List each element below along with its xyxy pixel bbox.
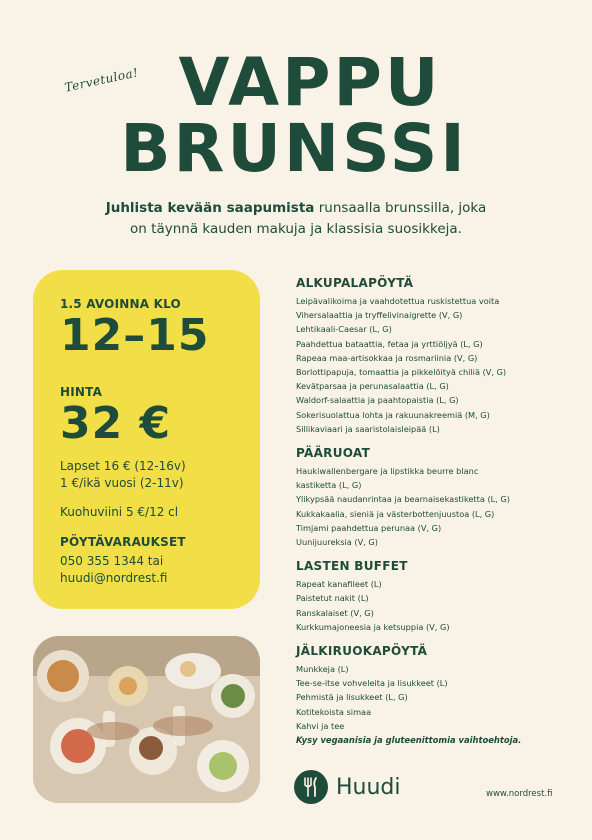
kids-prices xyxy=(60,458,186,492)
menu-item: Kahvi ja tee xyxy=(296,720,345,731)
menu-list xyxy=(296,276,566,743)
menu-item: Tee-se-itse vohveleita ja lisukkeet (L) xyxy=(296,678,448,689)
menu-item: Paistetut nakit (L) xyxy=(296,593,369,604)
intro-rest: runsaalla brunssilla, joka xyxy=(314,200,487,216)
menu-item: Munkkeja (L) xyxy=(296,664,349,675)
booking-label: PÖYTÄVARAUKSET xyxy=(60,535,186,549)
welcome-script: Tervetuloa! xyxy=(63,65,140,95)
menu-item: Ylikypsää naudanrintaa ja bearnaisekastiketta (L, G) xyxy=(296,494,510,505)
dietary-note: Kysy vegaanisia ja gluteenittomia vaihtoehtoja. xyxy=(296,735,522,745)
open-label: 1.5 AVOINNA KLO xyxy=(60,297,181,311)
booking-contacts xyxy=(60,553,167,587)
menu-item: Sokerisuolattua lohta ja rakuunakreemiä (M, G) xyxy=(296,409,490,420)
wine-price: Kuohuviini 5 €/12 cl xyxy=(60,505,179,519)
booking-email: huudi@nordrest.fi xyxy=(60,571,168,585)
price-label: HINTA xyxy=(60,385,103,399)
brunch-photo-illustration xyxy=(33,636,260,803)
intro-line-2: on täynnä kauden makuja ja klassisia suosikkeja. xyxy=(130,221,462,237)
menu-item: Waldorf-salaattia ja paahtopaistia (L, G) xyxy=(296,395,459,406)
kids-price-2: 1 €/ikä vuosi (2-11v) xyxy=(60,476,184,490)
price: 32 € xyxy=(60,398,172,449)
menu-item: Rapeat kanafileet (L) xyxy=(296,579,382,590)
menu-section xyxy=(296,276,566,436)
menu-section xyxy=(296,559,566,634)
menu-item: Borlottipapuja, tomaattia ja pikkelöityä chiliä (V, G) xyxy=(296,367,507,378)
section-heading: PÄÄRUOAT xyxy=(296,446,371,461)
menu-item: Kurkkumajoneesia ja ketsuppia (V, G) xyxy=(296,621,450,632)
title-line-2: BRUNSSI xyxy=(120,110,468,187)
menu-item: kastiketta (L, G) xyxy=(296,480,362,491)
menu-item: Uunijuureksia (V, G) xyxy=(296,537,378,548)
brand-name: Huudi xyxy=(336,774,401,800)
menu-item: Sillikaviaari ja saaristolaisleipää (L) xyxy=(296,423,440,434)
menu-item: Kevätparsaa ja perunasalaattia (L, G) xyxy=(296,381,449,392)
website-link[interactable]: www.nordrest.fi xyxy=(486,789,553,799)
menu-item: Vihersalaattia ja tryffelivinaigrette (V, G) xyxy=(296,310,463,321)
info-card xyxy=(33,270,260,609)
menu-item: Pehmistä ja lisukkeet (L, G) xyxy=(296,692,408,703)
menu-item: Kotitekoista simaa xyxy=(296,706,372,717)
menu-item: Kukkakaalia, sieniä ja västerbottenjuustoa (L, G) xyxy=(296,508,495,519)
kids-price-1: Lapset 16 € (12-16v) xyxy=(60,459,186,473)
menu-item: Paahdettua bataattia, fetaa ja yrttiöljyä (L, G) xyxy=(296,338,483,349)
title-line-1: VAPPU xyxy=(178,44,442,121)
menu-item: Leipävalikoima ja vaahdotettua ruskistettua voita xyxy=(296,296,500,306)
booking-phone: 050 355 1344 tai xyxy=(60,554,164,568)
section-heading: LASTEN BUFFET xyxy=(296,559,408,574)
menu-item: Haukiwallenbergare ja lipstikka beurre blanc xyxy=(296,466,479,477)
menu-item: Timjami paahdettua perunaa (V, G) xyxy=(296,522,442,533)
intro-text xyxy=(60,198,532,240)
menu-item: Rapeaa maa-artisokkaa ja rosmariinia (V, G) xyxy=(296,352,478,363)
brunch-photo xyxy=(33,636,260,803)
menu-section xyxy=(296,644,566,733)
intro-bold: Juhlista kevään saapumista xyxy=(105,200,315,216)
menu-section xyxy=(296,446,566,549)
menu-item: Ranskalaiset (V, G) xyxy=(296,607,374,618)
section-heading: ALKUPALAPÖYTÄ xyxy=(296,276,414,290)
opening-hours: 12–15 xyxy=(60,310,210,361)
menu-item: Lehtikaali-Caesar (L, G) xyxy=(296,324,392,335)
brand-logo xyxy=(294,770,401,804)
section-heading: JÄLKIRUOKAPÖYTÄ xyxy=(296,644,428,659)
fork-knife-icon xyxy=(294,770,328,804)
